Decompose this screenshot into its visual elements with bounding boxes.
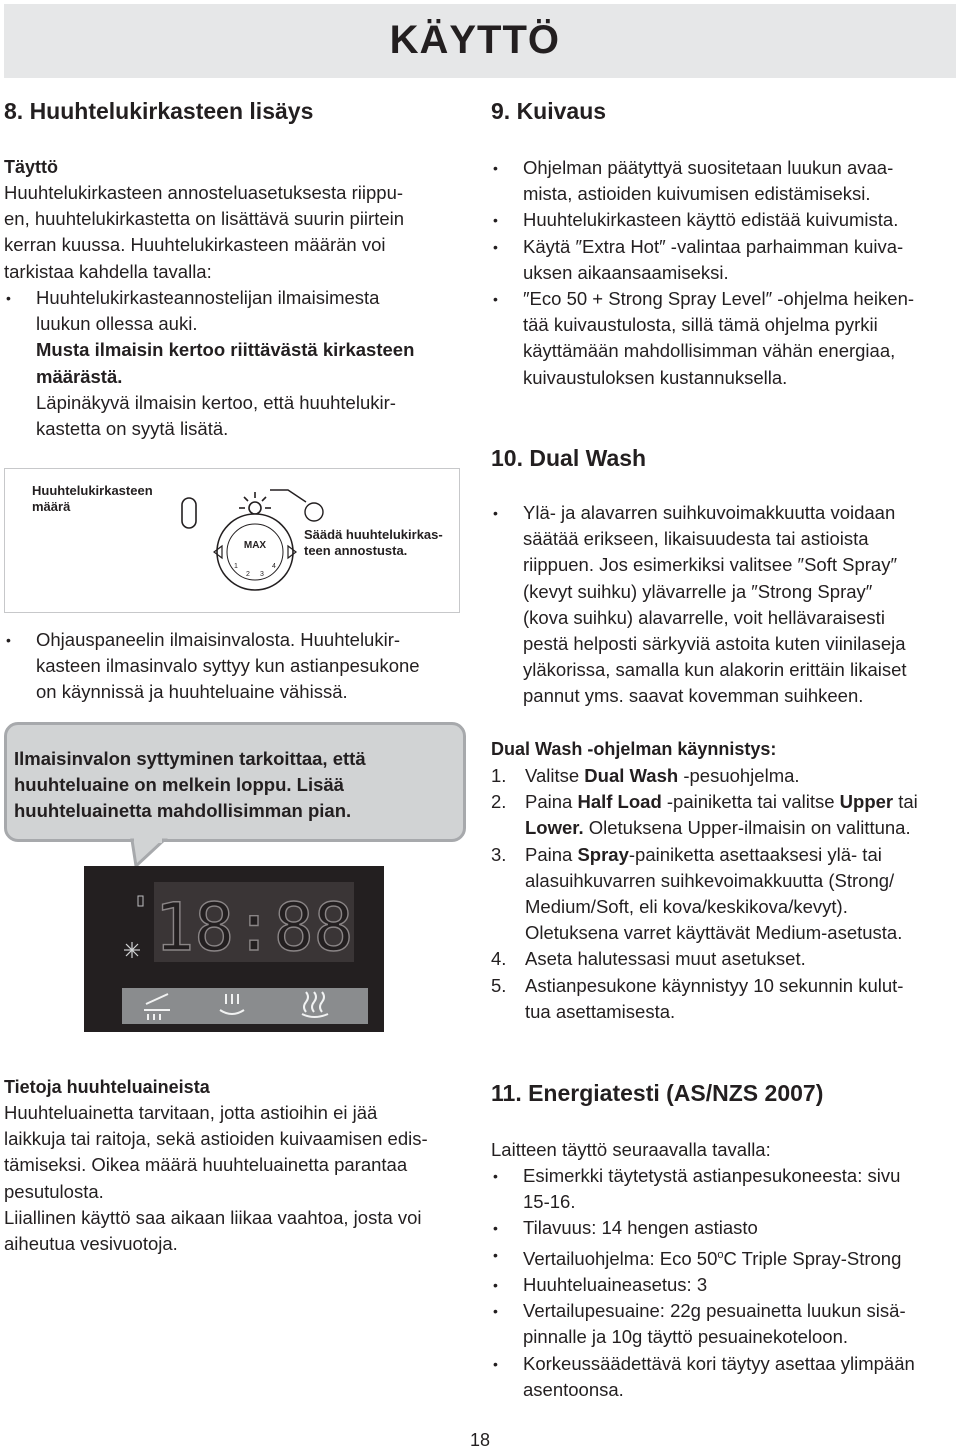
list-item: 2. Paina Half Load -painiketta tai valitse Upper tai Lower. Oletuksena Upper-ilmaisin on valittuna. <box>491 791 918 839</box>
control-panel-drawing <box>84 866 384 1032</box>
list-item: • Korkeussäädettävä kori täytyy asettaa ylimpään asentoonsa. <box>491 1351 959 1403</box>
rinse-info-title: Tietoja huuhteluaineista <box>4 1077 210 1097</box>
svg-text:3: 3 <box>260 571 264 578</box>
panel-indicator-bullet-list <box>4 627 474 706</box>
svg-text:2: 2 <box>246 571 250 578</box>
list-item: 4. Aseta halutessasi muut asetukset. <box>491 948 806 970</box>
list-item: • Ohjelman päätyttyä suositetaan luukun avaa- mista, astioiden kuivumisen edistämiseksi. <box>491 155 957 207</box>
dual-wash-bullet-list <box>491 500 957 710</box>
list-item: 1. Valitse Dual Wash -pesuohjelma. <box>491 765 800 786</box>
list-item: • Tilavuus: 14 hengen astiasto <box>491 1215 959 1241</box>
list-item: • Esimerkki täytetystä astianpesukoneesta: sivu 15-16. <box>491 1163 959 1215</box>
fill-title: Täyttö <box>4 157 58 177</box>
section-11-heading: 11. Energiatesti (AS/NZS 2007) <box>491 1080 824 1106</box>
svg-text:1: 1 <box>234 563 238 570</box>
svg-text:MAX: MAX <box>243 540 267 551</box>
section-8-heading: 8. Huuhtelukirkasteen lisäys <box>4 98 314 124</box>
list-item: • Vertailupesuaine: 22g pesuainetta luukun sisä- pinnalle ja 10g täyttö pesuainekoteloon. <box>491 1298 959 1350</box>
section-9-heading: 9. Kuivaus <box>491 98 607 124</box>
list-item: 3. Paina Spray-painiketta asettaaksesi ylä- tai alasuihkuvarren suihkevoimakkuutta (Strong/ Medium/Soft, eli kova/keskikova/kevyt). Oletuksena varret käyttävät Medium-asetusta. <box>491 843 903 944</box>
list-item: • Huuhtelukirkasteen käyttö edistää kuivumista. <box>491 207 957 233</box>
rinse-aid-amount-label: Huuhtelukirkasteen määrä <box>32 483 153 514</box>
list-item: • Ohjauspaneelin ilmaisinvalosta. Huuhtelukir- kasteen ilmasinvalo syttyy kun astianpesukone on käynnissä ja huuhteluaine vähissä. <box>4 627 474 706</box>
list-item: • Huuhtelukirkasteannostelijan ilmaisimesta luukun ollessa auki. Musta ilmaisin kertoo riittävästä kirkasteen määrästä. Läpinäkyvä ilmaisin kertoo, että huuhtelukir- kastetta on syytä lisätä. <box>4 285 474 442</box>
dosage-dial-icon <box>214 514 296 590</box>
dispenser-drawing <box>170 476 340 596</box>
list-item: • Käytä ″Extra Hot″ -valintaa parhaimman kuiva- uksen aikaansaamiseksi. <box>491 234 957 286</box>
rinse-info-text: Huuhteluainetta tarvitaan, jotta astioihin ei jää laikkuja tai raitoja, sekä astioiden kuivaamisen edis- tämiseksi. Oikea määrä huuhteluainetta parantaa pesutulosta. Liiallinen käyttö saa aikaan liikaa vaahtoa, josta voi aiheutua vesivuotoja. <box>4 1102 428 1255</box>
drying-bullet-list <box>491 155 957 391</box>
list-item: • Ylä- ja alavarren suihkuvoimakkuutta voidaan säätää erikseen, likaisuudesta tai astioista riippuen. Jos esimerkiksi valitsee ″Soft Spray″ (kevyt suihku) ylävarrelle ja ″Strong Spray″ (kova suihku) alavarrelle, voit hellävaraisesti pestä helposti särkyviä astoita kuten viinilaseja yläkorissa, samalla kun alakorin erittäin likaiset pannut yms. saavat kovemman suihkeen. <box>491 500 957 710</box>
fill-intro: Huuhtelukirkasteen annosteluasetuksesta riippu- en, huuhtelukirkastetta on lisättävä suurin piirtein kerran kuussa. Huuhtelukirkasteen määrän voi tarkistaa kahdella tavalla: <box>4 182 405 282</box>
list-item: • Vertailuohjelma: Eco 50$^o$C Triple Spray-Strong <box>491 1242 959 1272</box>
callout-text: Ilmaisinvalon syttyminen tarkoittaa, että huuhteluaine on melkein loppu. Lisää huuhteluainetta mahdollisimman pian. <box>14 748 366 822</box>
page-title: KÄYTTÖ <box>389 18 560 62</box>
page-number: 18 <box>469 1430 491 1450</box>
rinse-aid-warning-icon <box>124 942 140 958</box>
list-item: • ″Eco 50 + Strong Spray Level″ -ohjelma heiken- tää kuivaustulosta, sillä tämä ohjelma pyrkii käyttämään mahdollisimman vähän energiaa, kuivaustuloksen kustannuksella. <box>491 286 957 391</box>
dual-wash-start-title: Dual Wash -ohjelman käynnistys: <box>491 739 777 759</box>
adjust-dosage-label: Säädä huuhtelukirkas- teen annostusta. <box>304 527 443 558</box>
energy-test-bullet-list <box>491 1163 959 1403</box>
svg-text:4: 4 <box>272 563 276 570</box>
list-item: • Huuhteluaineasetus: 3 <box>491 1272 959 1298</box>
indicator-bullet-list <box>4 285 474 442</box>
dual-wash-steps <box>491 763 959 1025</box>
energy-test-intro: Laitteen täyttö seuraavalla tavalla: <box>491 1139 771 1160</box>
svg-text:18:88: 18:88 <box>154 889 354 966</box>
section-10-heading: 10. Dual Wash <box>491 445 647 471</box>
list-item: 5. Astianpesukone käynnistyy 10 sekunnin kulut- tua asettamisesta. <box>491 974 904 1022</box>
